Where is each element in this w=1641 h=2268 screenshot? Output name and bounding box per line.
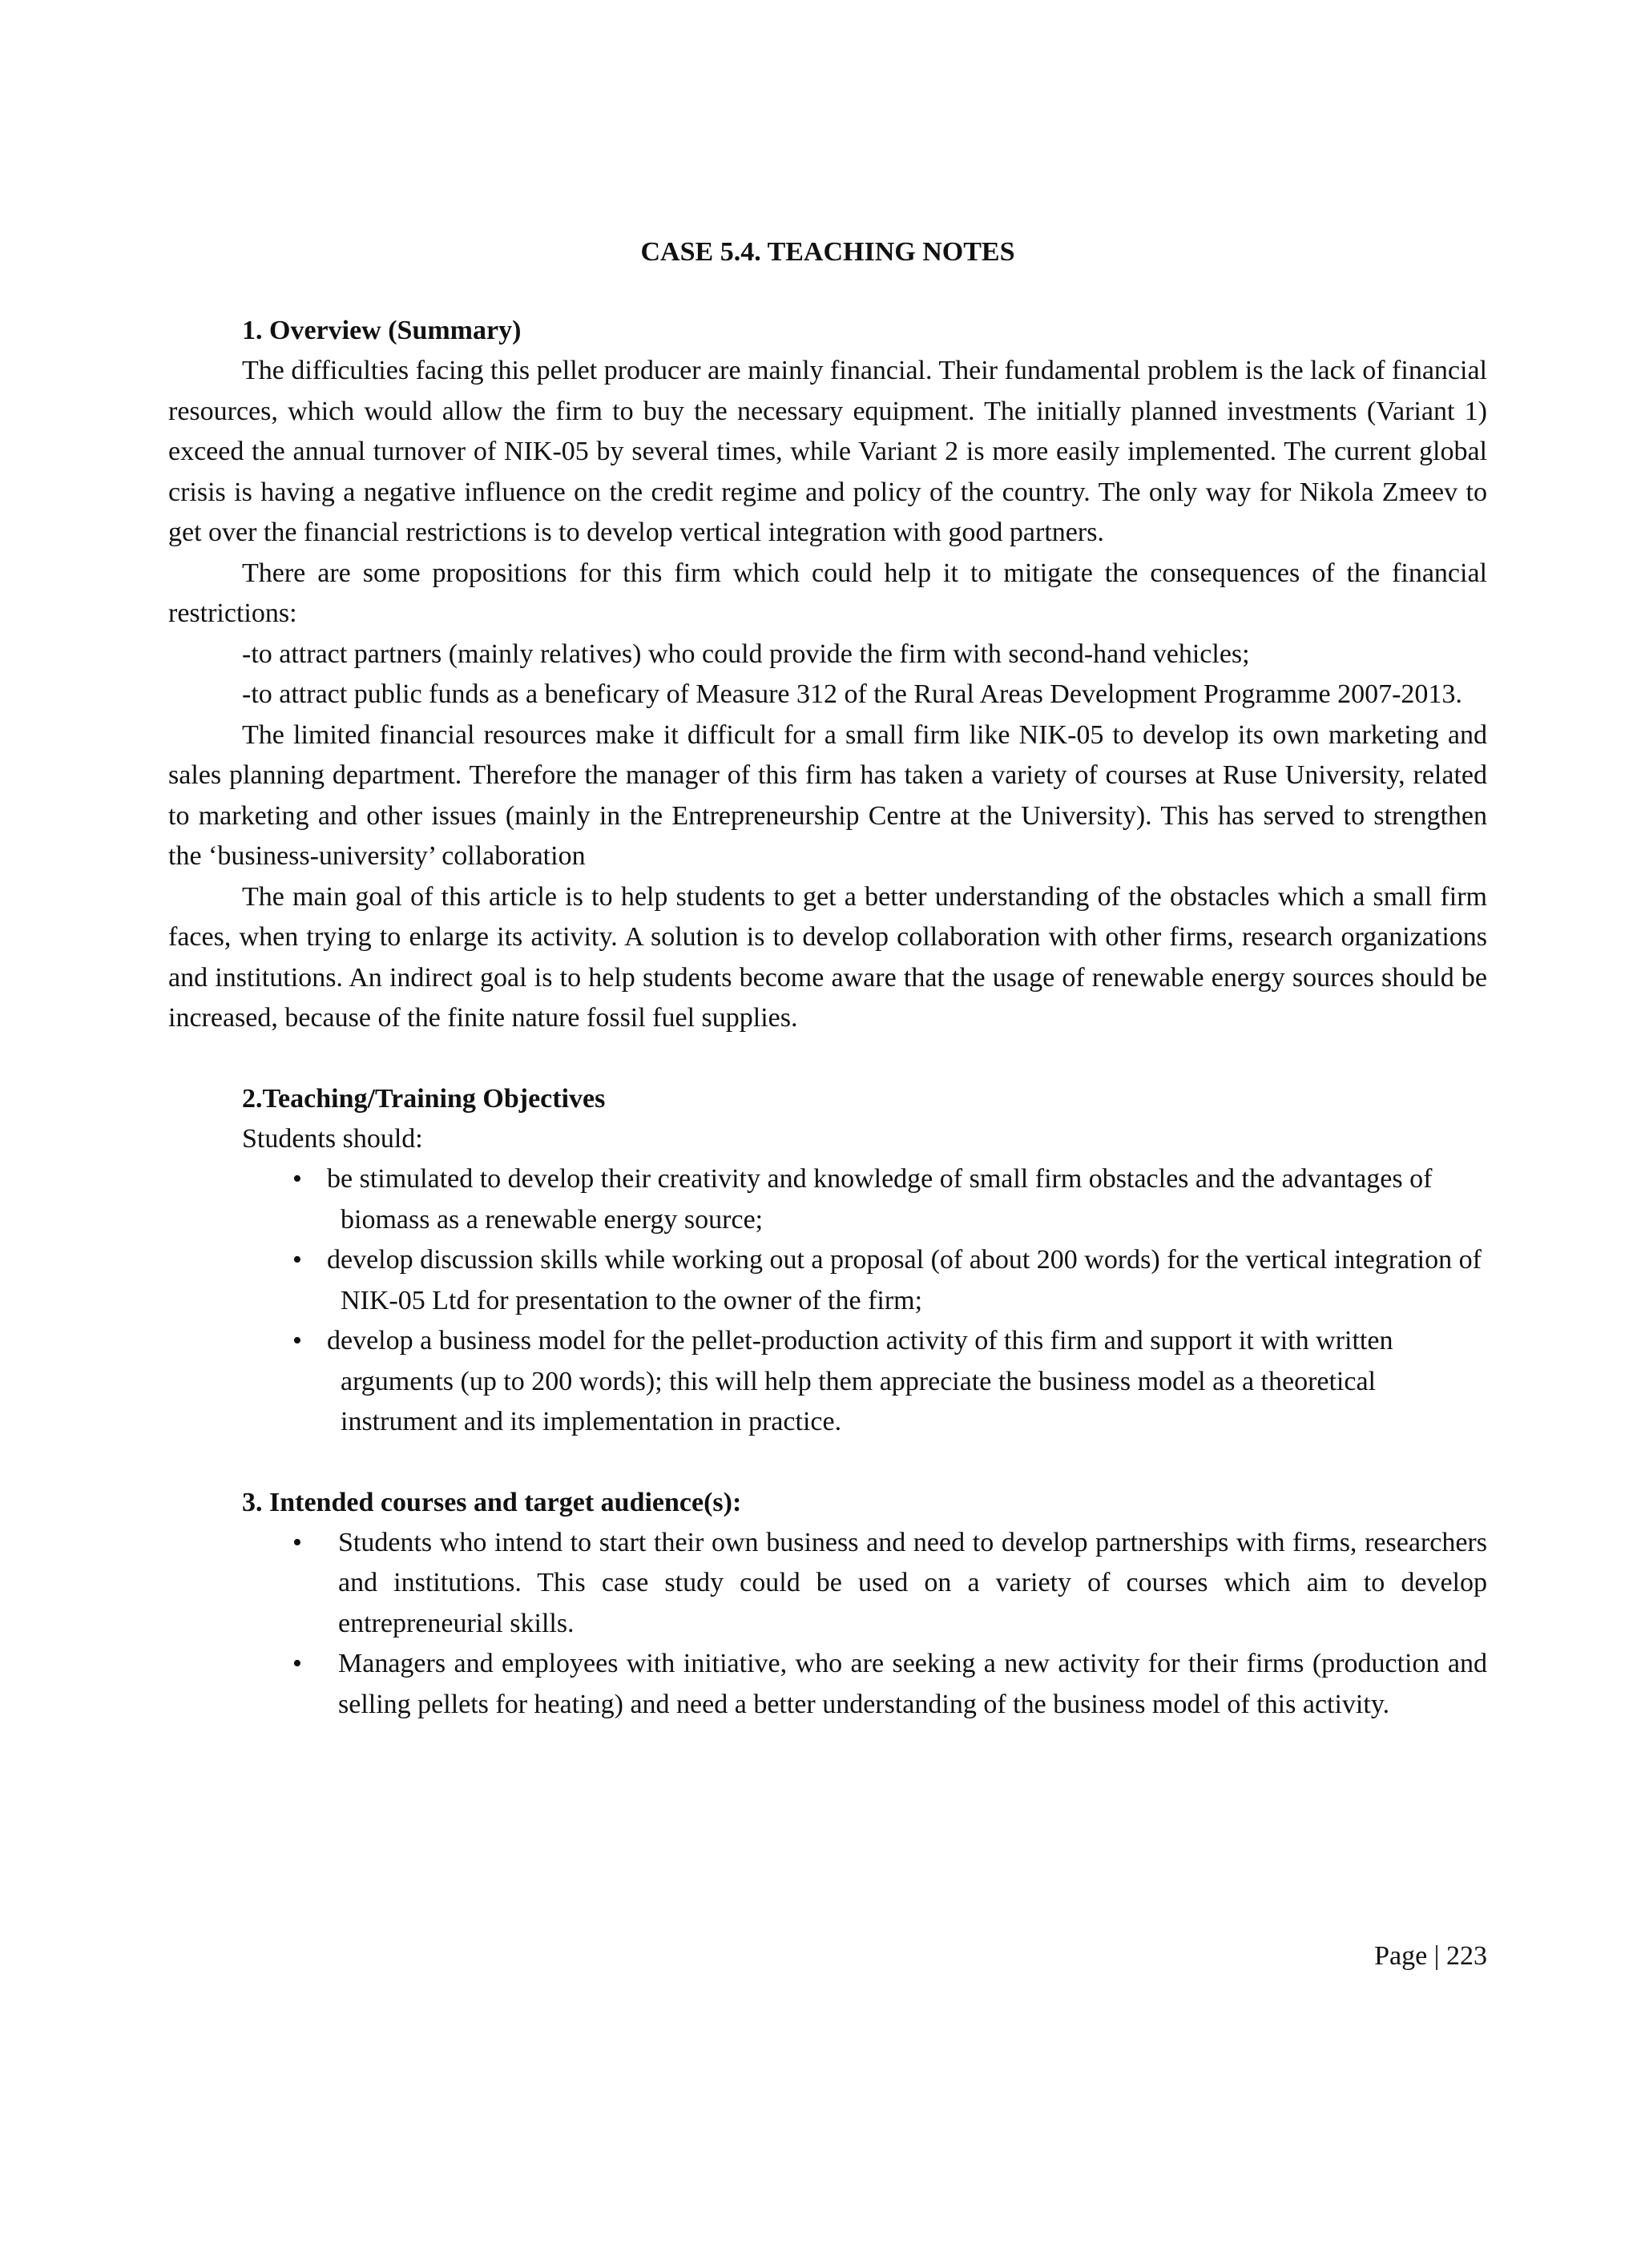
bullet-icon: • [292,1245,302,1275]
audience-text-2: Managers and employees with initiative, who are seeking a new activity for their firms (production and selling pellets for heating) and need a better understanding of the business model of this activity. [338,1649,1487,1719]
section-audience [168,1483,1487,1726]
section-heading-objectives: 2.Teaching/Training Objectives [242,1083,606,1114]
bullet-icon: • [292,1527,302,1557]
list-item [168,1523,1487,1645]
section-heading-audience: 3. Intended courses and target audience(s): [242,1487,742,1517]
section-spacer [168,1443,1487,1483]
section-spacer [168,1039,1487,1079]
document-page [168,232,1487,1725]
bullet-icon: • [292,1649,302,1678]
overview-paragraph-4: The main goal of this article is to help students to get a better understanding of the obstacles which a small firm faces, when trying to enlarge its activity. A solution is to develop collaboration with other firms, research organizations and institutions. An indirect goal is to help students become aware that the usage of renewable energy sources should be increased, because of the finite nature fossil fuel supplies. [168,881,1487,1033]
audience-text-1: Students who intend to start their own business and need to develop partnerships with firms, researchers and institutions. This case study could be used on a variety of courses which aim to develop entrepreneurial skills. [338,1527,1487,1638]
document-title: CASE 5.4. TEACHING NOTES [640,237,1015,267]
proposition-item-1: -to attract partners (mainly relatives) who could provide the firm with second-hand vehicles; [242,639,1250,669]
list-item [168,1644,1487,1725]
section-heading-overview: 1. Overview (Summary) [242,316,522,345]
bullet-icon: • [292,1164,302,1194]
objectives-list [168,1159,1487,1443]
overview-paragraph-3: The limited financial resources make it difficult for a small firm like NIK-05 to develop its own marketing and sales planning department. Therefore the manager of this firm has taken a variety of courses at Ruse University, related to marketing and other issues (mainly in the Entrepreneurship Centre at the University). This has served to strengthen the ‘business-university’ collaboration [168,719,1487,871]
objectives-intro: Students should: [242,1123,423,1154]
objective-text-3: develop a business model for the pellet-production activity of this firm and support it with written arguments (up to 200 words); this will help them appreciate the business model as a theoretical instrument and its implementation in practice. [327,1326,1393,1436]
list-item [168,1240,1487,1321]
objective-text-1: be stimulated to develop their creativity and knowledge of small firm obstacles and the advantages of biomass as a renewable energy source; [327,1164,1433,1235]
proposition-item-2: -to attract public funds as a beneficary of Measure 312 of the Rural Areas Development Programme 2007-2013. [242,679,1462,709]
audience-list [168,1523,1487,1726]
list-item [168,1159,1487,1240]
page-number: Page | 223 [1374,1941,1487,1971]
list-item [168,1321,1487,1443]
section-overview [168,311,1487,1039]
overview-paragraph-1: The difficulties facing this pellet producer are mainly financial. Their fundamental problem is the lack of financial resources, which would allow the firm to buy the necessary equipment. The initially planned investments (Variant 1) exceed the annual turnover of NIK-05 by several times, while Variant 2 is more easily implemented. The current global crisis is having a negative influence on the credit regime and policy of the country. The only way for Nikola Zmeev to get over the financial restrictions is to develop vertical integration with good partners. [168,356,1487,547]
bullet-icon: • [292,1326,302,1356]
section-objectives [168,1079,1487,1443]
overview-paragraph-2: There are some propositions for this firm which could help it to mitigate the consequences of the financial restrictions: [168,558,1487,628]
objective-text-2: develop discussion skills while working out a proposal (of about 200 words) for the vertical integration of NIK-05 Ltd for presentation to the owner of the firm; [327,1245,1482,1315]
